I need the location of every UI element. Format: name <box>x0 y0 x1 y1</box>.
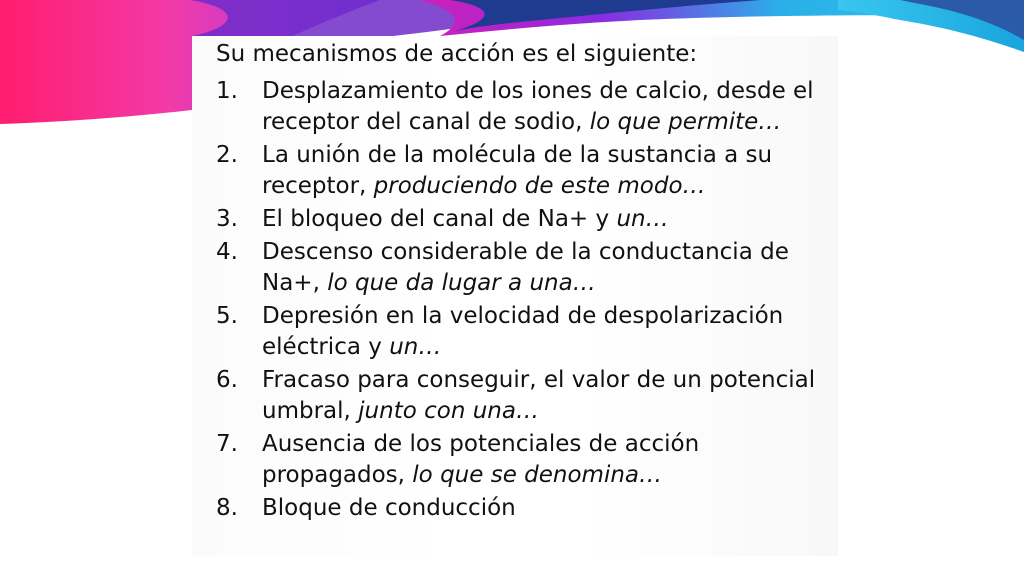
step-plain-text: El bloqueo del canal de Na+ y <box>262 206 617 232</box>
step-plain-text: Na+, <box>262 270 328 296</box>
step-plain-text: umbral, <box>262 398 359 424</box>
step-line: Descenso considerable de la conductancia de <box>262 239 789 265</box>
step-line: Ausencia de los potenciales de acción <box>262 431 700 457</box>
step-item <box>216 237 836 299</box>
step-italic-text: lo que da lugar a una… <box>327 270 596 296</box>
step-italic-text: junto con una… <box>358 398 539 424</box>
step-line <box>262 396 836 427</box>
step-item <box>216 140 836 202</box>
step-item <box>216 301 836 363</box>
step-line <box>262 107 836 138</box>
slide-heading: Su mecanismos de acción es el siguiente: <box>216 41 698 67</box>
step-italic-text: un… <box>389 334 442 360</box>
step-plain-text: receptor del canal de sodio, <box>262 109 590 135</box>
step-italic-text: lo que permite… <box>589 109 782 135</box>
step-number: 4. <box>216 239 238 265</box>
step-italic-text: produciendo de este modo… <box>373 173 706 199</box>
step-number: 6. <box>216 367 238 393</box>
step-item <box>216 204 836 235</box>
step-item <box>216 76 836 138</box>
step-number: 3. <box>216 206 238 232</box>
step-plain-text: eléctrica y <box>262 334 390 360</box>
step-line <box>262 204 836 235</box>
step-item <box>216 493 836 524</box>
step-line <box>262 268 836 299</box>
mechanism-steps-list <box>216 76 836 526</box>
step-item <box>216 365 836 427</box>
step-line: Desplazamiento de los iones de calcio, desde el <box>262 78 814 104</box>
step-number: 1. <box>216 78 238 104</box>
step-line: La unión de la molécula de la sustancia a su <box>262 142 773 168</box>
step-line <box>262 460 836 491</box>
step-italic-text: un… <box>616 206 669 232</box>
step-number: 2. <box>216 142 238 168</box>
step-line: Bloque de conducción <box>262 495 516 521</box>
step-line: Depresión en la velocidad de despolarización <box>262 303 784 329</box>
step-number: 8. <box>216 495 238 521</box>
step-plain-text: propagados, <box>262 462 413 488</box>
step-number: 5. <box>216 303 238 329</box>
step-plain-text: receptor, <box>262 173 374 199</box>
step-number: 7. <box>216 431 238 457</box>
step-item <box>216 429 836 491</box>
step-italic-text: lo que se denomina… <box>412 462 663 488</box>
step-line <box>262 171 836 202</box>
step-line: Fracaso para conseguir, el valor de un potencial <box>262 367 816 393</box>
step-line <box>262 332 836 363</box>
